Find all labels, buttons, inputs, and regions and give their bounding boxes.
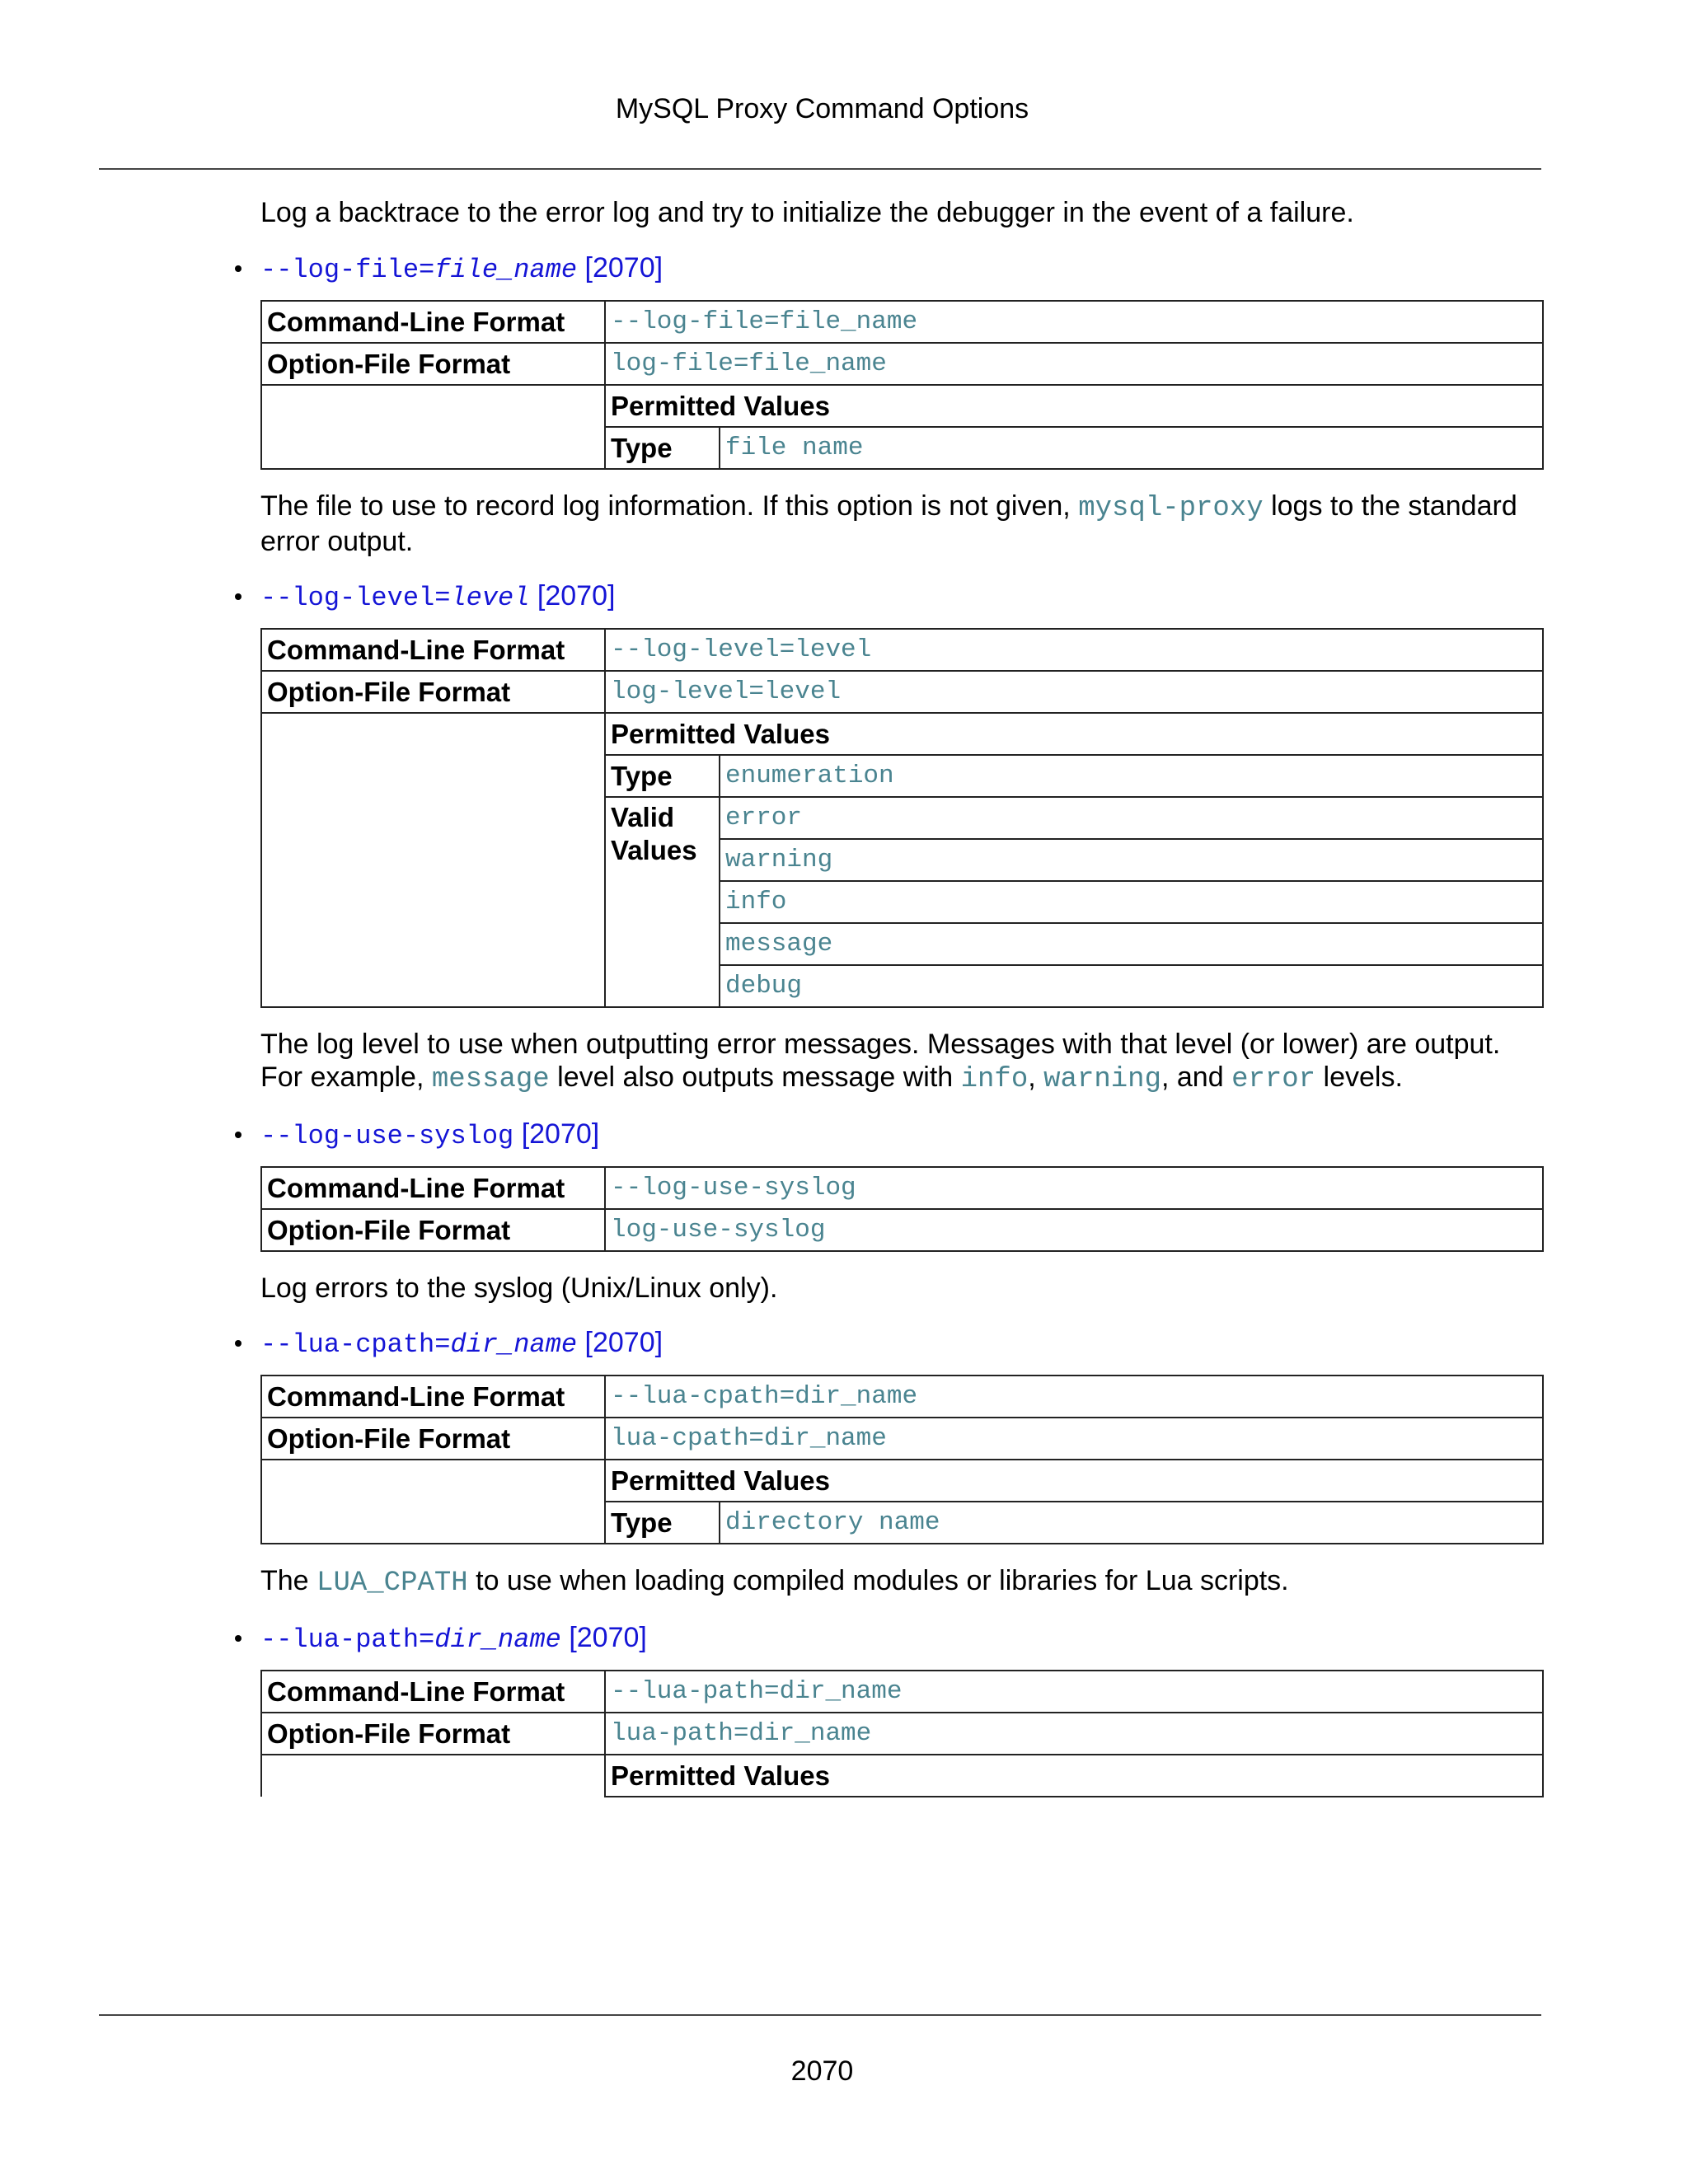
page-number: 2070 — [790, 2055, 854, 2087]
description-paragraph: Log errors to the syslog (Unix/Linux only). — [260, 1272, 778, 1304]
table-label: Type — [605, 427, 720, 469]
option-table-log-use-syslog — [260, 1166, 1544, 1252]
page-ref-link[interactable]: [2070] — [584, 1327, 663, 1358]
table-label: Command-Line Format — [261, 1671, 605, 1713]
table-value: info — [720, 881, 1543, 923]
table-empty-cell — [261, 713, 605, 1007]
option-link[interactable]: --log-file=file_name — [260, 255, 578, 285]
table-label: Permitted Values — [605, 713, 1543, 755]
table-label: Command-Line Format — [261, 1376, 605, 1418]
inline-code: info — [960, 1064, 1029, 1095]
table-value: lua-path=dir_name — [605, 1713, 1543, 1755]
table-label: Permitted Values — [605, 1755, 1543, 1797]
table-label: Command-Line Format — [261, 1167, 605, 1209]
table-label: Option-File Format — [261, 343, 605, 385]
table-value: warning — [720, 839, 1543, 881]
page-header: MySQL Proxy Command Options — [615, 93, 1029, 124]
option-table-lua-cpath — [260, 1375, 1544, 1544]
table-empty-cell — [261, 385, 605, 469]
table-label: Option-File Format — [261, 1418, 605, 1460]
inline-code: message — [431, 1064, 550, 1095]
option-log-use-syslog[interactable] — [260, 1118, 1546, 1153]
description-paragraph: The LUA_CPATH to use when loading compiled modules or libraries for Lua scripts. — [260, 1565, 1289, 1599]
table-empty-cell — [261, 1460, 605, 1544]
inline-code: warning — [1043, 1064, 1161, 1095]
table-label: Type — [605, 1502, 720, 1544]
table-empty-cell — [261, 1755, 605, 1797]
table-value: --log-use-syslog — [605, 1167, 1543, 1209]
page-ref-link[interactable]: [2070] — [537, 580, 616, 612]
option-link[interactable]: --log-level=level — [260, 583, 530, 613]
page-ref-link[interactable]: [2070] — [521, 1118, 600, 1150]
option-lua-path[interactable] — [260, 1621, 1546, 1657]
table-label: Option-File Format — [261, 671, 605, 713]
description-paragraph: The log level to use when outputting error messages. Messages with that level (or lower) are output. For example, message level also outputs message with info, warning, and error levels. — [260, 1029, 1501, 1095]
table-label: Permitted Values — [605, 1460, 1543, 1502]
table-value: --log-file=file_name — [605, 301, 1543, 343]
table-value: log-file=file_name — [605, 343, 1543, 385]
table-value: log-use-syslog — [605, 1209, 1543, 1251]
table-value: directory name — [720, 1502, 1543, 1544]
option-link[interactable]: --log-use-syslog — [260, 1121, 514, 1151]
option-lua-cpath[interactable] — [260, 1326, 1546, 1361]
table-value: log-level=level — [605, 671, 1543, 713]
table-value: --log-level=level — [605, 629, 1543, 671]
table-label: Option-File Format — [261, 1209, 605, 1251]
option-table-log-level — [260, 628, 1544, 1008]
table-label: Valid Values — [605, 797, 720, 1007]
option-table-log-file — [260, 300, 1544, 470]
description-paragraph: The file to use to record log information. If this option is not given, mysql-proxy logs to the standard error output. — [260, 490, 1517, 557]
header-rule — [99, 168, 1541, 170]
footer-rule — [99, 2014, 1541, 2016]
option-log-file[interactable] — [260, 251, 1546, 287]
table-value: enumeration — [720, 755, 1543, 797]
option-link[interactable]: --lua-path=dir_name — [260, 1624, 561, 1655]
page-ref-link[interactable]: [2070] — [584, 252, 663, 284]
table-label: Type — [605, 755, 720, 797]
table-value: --lua-cpath=dir_name — [605, 1376, 1543, 1418]
inline-code: error — [1231, 1064, 1316, 1095]
table-label: Permitted Values — [605, 385, 1543, 427]
table-value: message — [720, 923, 1543, 965]
table-value: --lua-path=dir_name — [605, 1671, 1543, 1713]
intro-paragraph: Log a backtrace to the error log and try to initialize the debugger in the event of a failure. — [260, 197, 1354, 228]
table-label: Option-File Format — [261, 1713, 605, 1755]
option-log-level[interactable] — [260, 579, 1546, 615]
table-label: Command-Line Format — [261, 629, 605, 671]
inline-code: mysql-proxy — [1078, 493, 1264, 524]
page-ref-link[interactable]: [2070] — [569, 1622, 647, 1653]
inline-code: LUA_CPATH — [316, 1568, 468, 1599]
option-table-lua-path — [260, 1670, 1544, 1797]
page-content — [260, 196, 1546, 1797]
table-value: lua-cpath=dir_name — [605, 1418, 1543, 1460]
option-link[interactable]: --lua-cpath=dir_name — [260, 1329, 578, 1360]
table-value: debug — [720, 965, 1543, 1007]
table-value: file name — [720, 427, 1543, 469]
table-label: Command-Line Format — [261, 301, 605, 343]
table-value: error — [720, 797, 1543, 839]
